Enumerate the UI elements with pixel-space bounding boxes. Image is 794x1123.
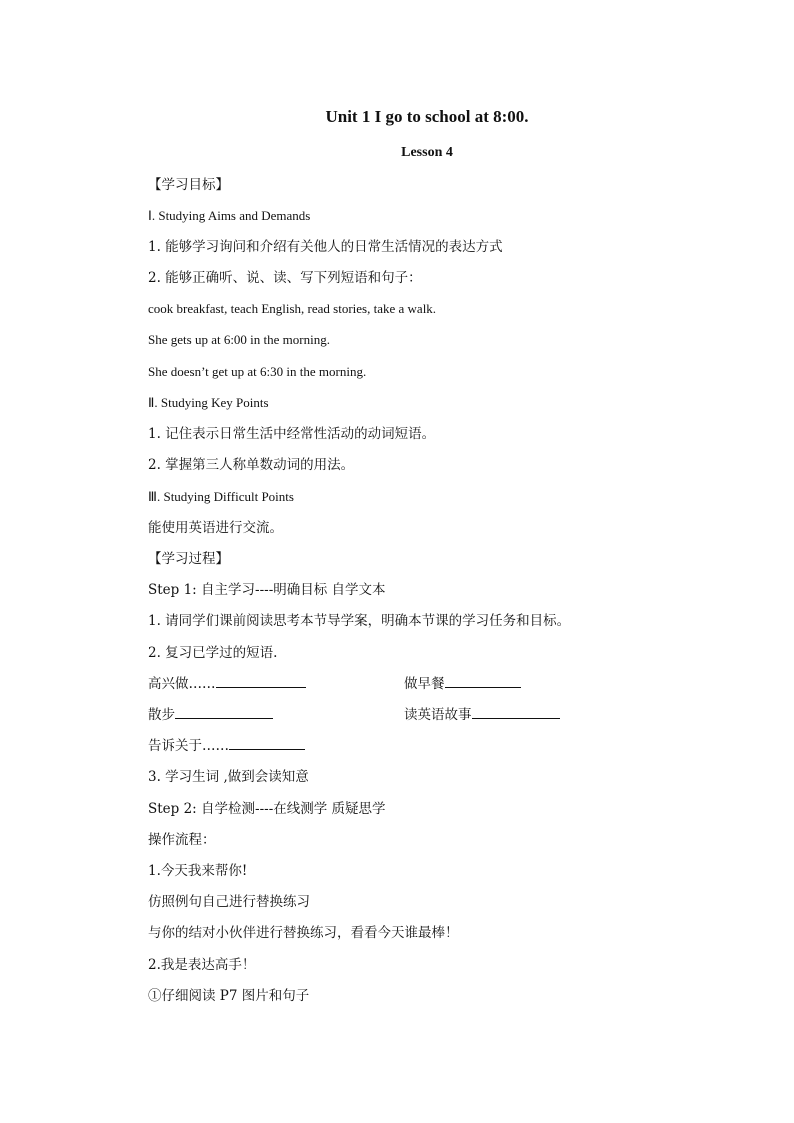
blank-prompt: 高兴做…… (148, 676, 216, 692)
lesson-subtitle: Lesson 4 (401, 145, 453, 160)
step-1-item-2: 2. 复习已学过的短语. (148, 645, 278, 661)
answer-blank[interactable] (472, 706, 560, 719)
blank-prompt: 做早餐 (404, 676, 445, 692)
aim-item-1: 1. 能够学习询问和介绍有关他人的日常生活情况的表达方式 (148, 239, 503, 255)
answer-blank[interactable] (175, 706, 273, 719)
activity-2-instruction-1: ①仔细阅读 P7 图片和句子 (148, 988, 310, 1004)
blank-row-2-left (148, 706, 273, 724)
blank-row-2-right (404, 706, 560, 724)
answer-blank[interactable] (216, 675, 306, 688)
phrase-list: cook breakfast, teach English, read stories, take a walk. (148, 301, 437, 316)
example-sentence-1: She gets up at 6:00 in the morning. (148, 332, 330, 347)
aim-item-2: 2. 能够正确听、说、读、写下列短语和句子： (148, 270, 422, 286)
example-sentence-2: She doesn’t get up at 6:30 in the morning. (148, 364, 367, 379)
section-heading-process: 【学习过程】 (148, 551, 229, 567)
blank-prompt: 读英语故事 (404, 707, 472, 723)
key-point-2: 2. 掌握第三人称单数动词的用法。 (148, 457, 355, 473)
blank-row-3-left (148, 737, 305, 755)
blank-row-1-right (404, 675, 521, 693)
key-points-heading: Ⅱ. Studying Key Points (148, 395, 269, 410)
activity-2-heading: 2.我是表达高手！ (148, 957, 256, 973)
procedure-label: 操作流程： (148, 832, 216, 848)
activity-1-heading: 1.今天我来帮你! (148, 863, 248, 879)
key-point-1: 1. 记住表示日常生活中经常性活动的动词短语。 (148, 426, 436, 442)
activity-1-instruction-2: 与你的结对小伙伴进行替换练习，看看今天谁最棒！ (148, 925, 459, 941)
step-2-heading: Step 2: 自学检测----在线测学 质疑思学 (148, 801, 386, 817)
answer-blank[interactable] (445, 675, 521, 688)
aims-heading: Ⅰ. Studying Aims and Demands (148, 208, 311, 223)
blank-row-1-left (148, 675, 306, 693)
step-1-item-3: 3. 学习生词 ,做到会读知意 (148, 769, 309, 785)
blank-prompt: 散步 (148, 707, 175, 723)
section-heading-objectives: 【学习目标】 (148, 177, 229, 193)
difficult-point-1: 能使用英语进行交流。 (148, 520, 283, 536)
document-title: Unit 1 I go to school at 8:00. (325, 107, 529, 126)
step-1-heading: Step 1: 自主学习----明确目标 自学文本 (148, 582, 386, 598)
blank-prompt: 告诉关于…… (148, 738, 229, 754)
answer-blank[interactable] (229, 737, 305, 750)
difficult-points-heading: Ⅲ. Studying Difficult Points (148, 489, 294, 504)
activity-1-instruction-1: 仿照例句自己进行替换练习 (148, 894, 310, 910)
step-1-item-1: 1. 请同学们课前阅读思考本节导学案，明确本节课的学习任务和目标。 (148, 613, 571, 629)
